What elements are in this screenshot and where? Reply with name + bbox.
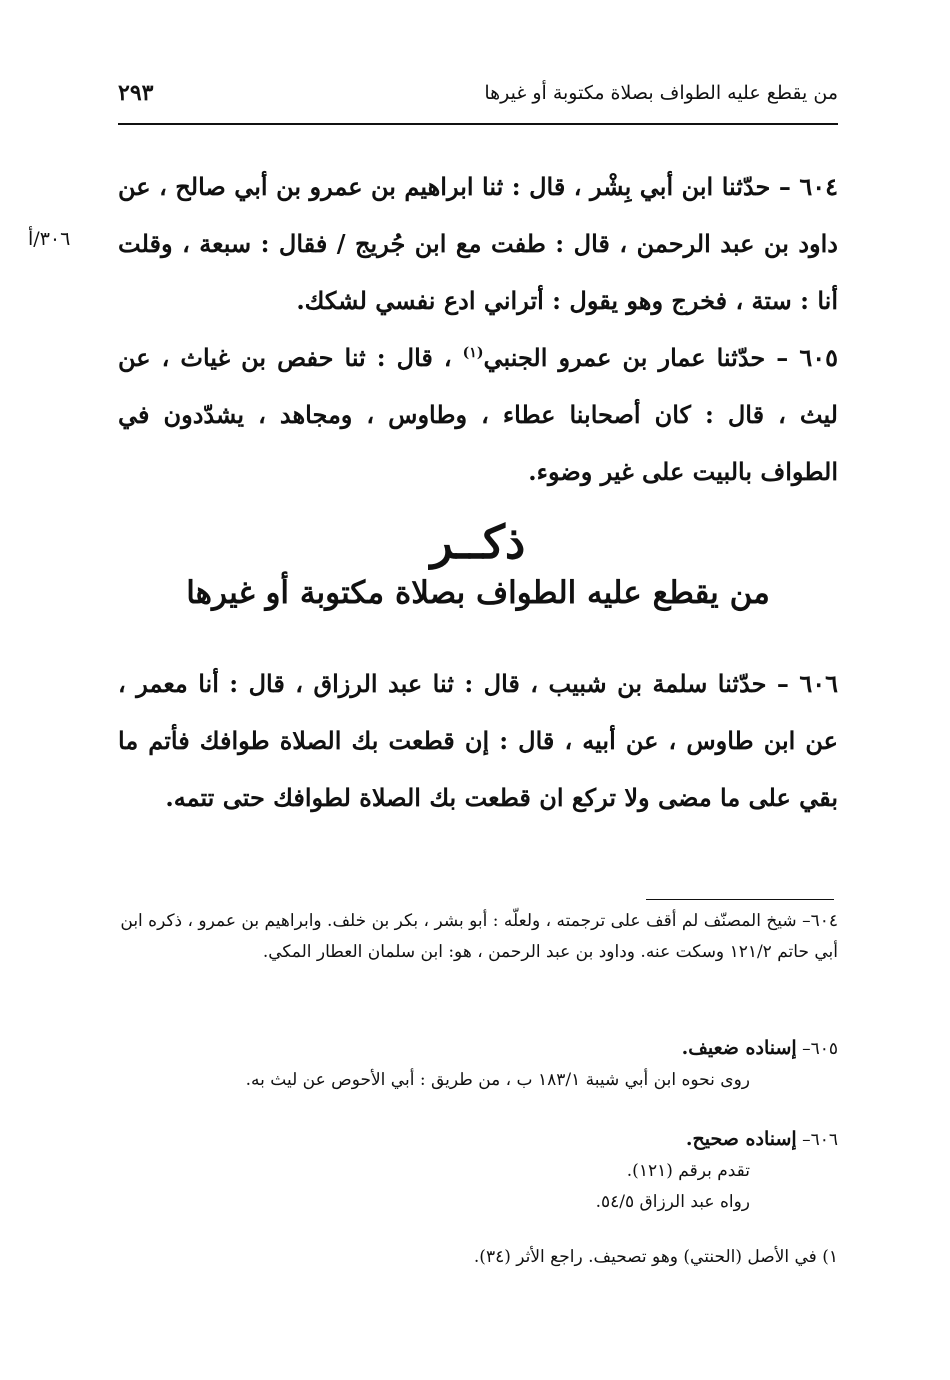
section-title: من يقطع عليه الطواف بصلاة مكتوبة أو غيرها	[186, 575, 770, 611]
footnote-line: تقدم برقم (١٢١).	[626, 1161, 750, 1181]
footnote-605	[118, 1033, 838, 1096]
paragraph-number: ٦٠٦ –	[776, 669, 838, 698]
paragraph-text: حدّثنا عمار بن عمرو الجنبي	[483, 343, 766, 372]
footnote-reference: (١)	[462, 345, 484, 361]
paragraph-605	[118, 325, 838, 500]
paragraph-604	[118, 158, 838, 329]
paragraph-text-continued: ، قال : ثنا حفص بن غياث ، عن ليث ، قال : كان أصحابنا عطاء ، وطاوس ، ومجاهد ، يشدّدون في الطواف بالبيت على غير وضوء.	[118, 343, 838, 486]
paragraph-number: ٦٠٤ –	[778, 172, 839, 201]
page-header	[118, 82, 838, 116]
footnote-separator	[646, 899, 834, 900]
footnote-heading: إسناده صحيح.	[685, 1128, 797, 1150]
footnote-line: روى نحوه ابن أبي شيبة ١٨٣/١ ب ، من طريق : أبي الأحوص عن ليث به.	[245, 1070, 750, 1090]
footnote-number: ٦٠٦–	[802, 1130, 838, 1150]
running-title: من يقطع عليه الطواف بصلاة مكتوبة أو غيرها	[484, 82, 838, 104]
footnote-note-1: ١) في الأصل (الحنتي) وهو تصحيف. راجع الأثر (٣٤).	[473, 1247, 838, 1267]
paragraph-606	[118, 655, 838, 826]
paragraph-text: حدّثنا سلمة بن شبيب ، قال : ثنا عبد الرزاق ، قال : أنا معمر ، عن ابن طاوس ، عن أبيه ، قال : إن قطعت بك الصلاة طوافك فأتم ما بقي على ما مضى ولا تركع ان قطعت بك الصلاة لطوافك حتى تتمه.	[118, 669, 838, 812]
paragraph-number: ٦٠٥ –	[776, 343, 838, 372]
header-rule	[118, 123, 838, 125]
margin-folio-note: ٣٠٦/أ	[28, 228, 71, 250]
footnote-number: ٦٠٤–	[802, 911, 838, 931]
footnote-line: رواه عبد الرزاق ٥٤/٥.	[595, 1192, 750, 1212]
footnote-number: ٦٠٥–	[802, 1039, 838, 1059]
page-number: ٢٩٣	[118, 80, 154, 106]
section-word: ذكــر	[430, 515, 526, 569]
paragraph-text: حدّثنا ابن أبي بِشْر ، قال : ثنا ابراهيم بن عمرو بن أبي صالح ، عن داود بن عبد الرحمن ، قال : طفت مع ابن جُريج / فقال : سبعة ، وقلت أنا : ستة ، فخرج وهو يقول : أتراني ادع نفسي لشكك.	[118, 172, 838, 315]
footnote-604	[118, 906, 838, 968]
footnote-text: شيخ المصنّف لم أقف على ترجمته ، ولعلّه : أبو بشر ، بكر بن خلف. وابراهيم بن عمرو ، ذكره ابن أبي حاتم ١٢١/٢ وسكت عنه. وداود بن عبد الرحمن ، هو: ابن سلمان العطار المكي.	[120, 911, 838, 962]
footnote-606	[118, 1124, 838, 1218]
footnote-heading: إسناده ضعيف.	[681, 1037, 797, 1059]
